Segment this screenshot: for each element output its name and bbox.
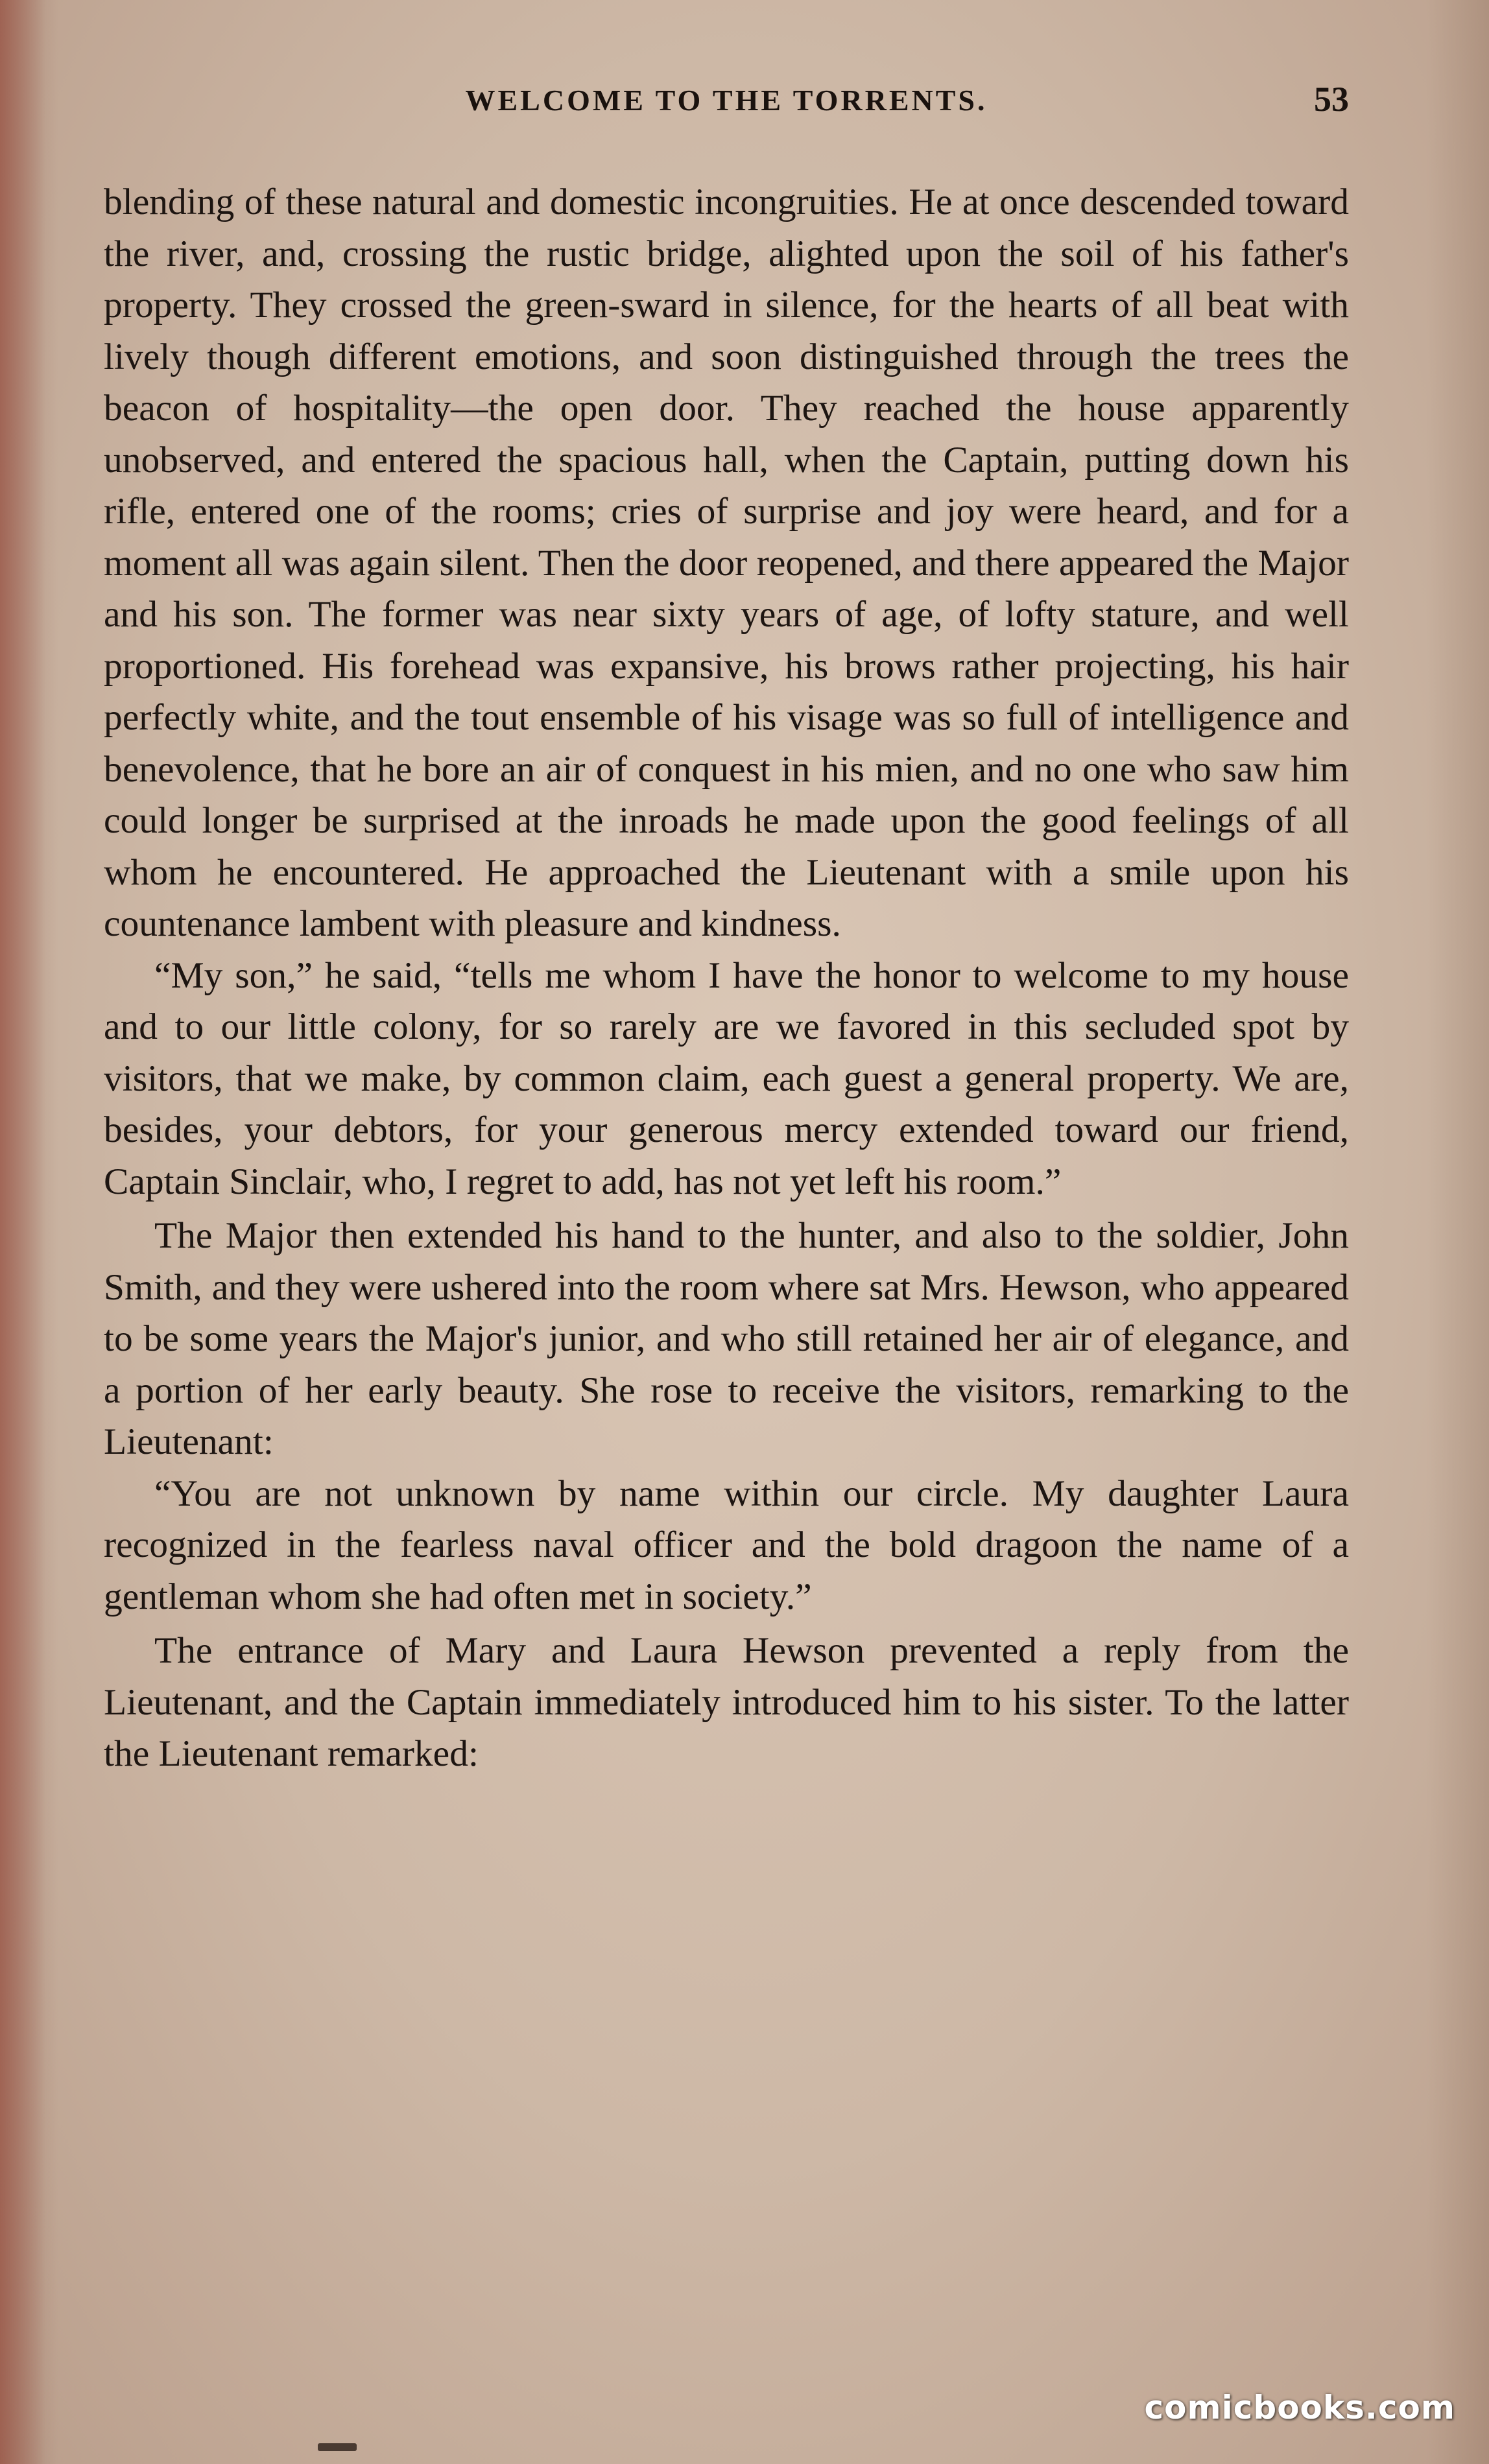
running-head: WELCOME TO THE TORRENTS. bbox=[465, 84, 988, 117]
page-number: 53 bbox=[1314, 80, 1349, 119]
paragraph-4: “You are not unknown by name within our circle. My daughter Laura recognized in the fearless naval officer and the bold dragoon the name of a gentleman whom she had often met in society.” bbox=[104, 1473, 1349, 1617]
watermark: comicbooks.com bbox=[1144, 2389, 1455, 2426]
paragraph-2: “My son,” he said, “tells me whom I have the honor to welcome to my house and to our little colony, for so rarely are we favored in this secluded spot by visitors, that we make, by common claim, each guest a general property. We are, besides, your debtors, for your generous mercy extended toward our friend, Captain Sinclair, who, I regret to add, has not yet left his room.” bbox=[104, 954, 1349, 1202]
body-text bbox=[104, 176, 1349, 1780]
ink-smudge bbox=[318, 2443, 357, 2451]
page-edge-shading bbox=[0, 0, 45, 2464]
paragraph-3: The Major then extended his hand to the hunter, and also to the soldier, John Smith, and they were ushered into the room where sat Mrs. Hewson, who appeared to be some years the Major's junior, and who still retained her air of elegance, and a portion of her early beauty. She rose to receive the visitors, remarking to the Lieutenant: bbox=[104, 1215, 1349, 1462]
paragraph-1: blending of these natural and domestic incongruities. He at once descended toward the river, and, crossing the rustic bridge, alighted upon the soil of his father's property. They crossed the green-sward in silence, for the hearts of all beat with lively though different emotions, and soon distinguished through the trees the beacon of hospitality—the open door. They reached the house apparently unobserved, and entered the spacious hall, when the Captain, putting down his rifle, entered one of the rooms; cries of surprise and joy were heard, and for a moment all was again silent. Then the door reopened, and there appeared the Major and his son. The former was near sixty years of age, of lofty stature, and well proportioned. His forehead was expansive, his brows rather projecting, his hair perfectly white, and the tout ensemble of his visage was so full of intelligence and benevolence, that he bore an air of conquest in his mien, and no one who saw him could longer be surprised at the inroads he made upon the good feelings of all whom he encountered. He approached the Lieutenant with a smile upon his countenance lambent with pleasure and kindness. bbox=[104, 182, 1349, 944]
page-header bbox=[104, 80, 1349, 135]
paragraph-5: The entrance of Mary and Laura Hewson prevented a reply from the Lieutenant, and the Captain immediately introduced him to his sister. To the latter the Lieutenant remarked: bbox=[104, 1630, 1349, 1774]
